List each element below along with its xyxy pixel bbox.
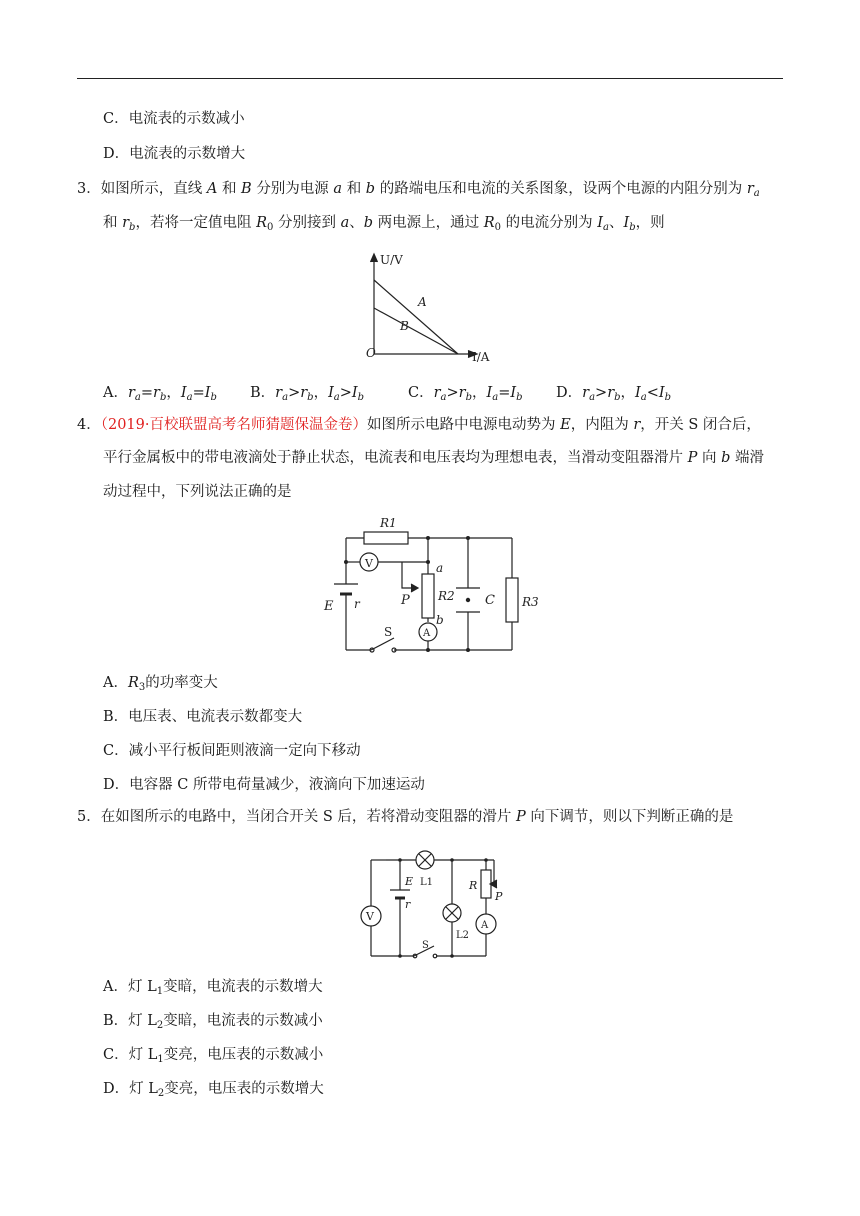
origin-label: O [366, 346, 376, 360]
svg-text:R: R [469, 879, 478, 892]
q4-option-c: C．减小平行板间距则液滴一定向下移动 [103, 743, 361, 759]
q5-option-b: B．灯 $L_2$变暗，电流表的示数减小 [103, 1013, 323, 1031]
q4-stem-line2: 平行金属板中的带电液滴处于静止状态，电流表和电压表均为理想电表，当滑动变阻器滑片 P 向 b 端滑 [103, 450, 764, 466]
svg-text:S: S [422, 940, 429, 951]
svg-text:P: P [495, 890, 503, 903]
q2-option-d: D．电流表的示数增大 [103, 146, 246, 162]
q3-option-b: B．$r_a>r_b$，$I_a>I_b$ [250, 385, 365, 403]
q4-option-a: A．$R_3$的功率变大 [103, 675, 218, 693]
svg-text:V: V [366, 910, 374, 923]
svg-text:C: C [485, 593, 495, 608]
svg-text:V: V [365, 557, 373, 570]
svg-text:R3: R3 [522, 595, 539, 609]
q4-stem-line1: 4．（2019·百校联盟高考名师猜题保温金卷）如图所示电路中电源电动势为 E，内阻为 r，开关 S 闭合后， [77, 417, 761, 433]
svg-text:R2: R2 [438, 589, 455, 603]
q3-ui-graph [358, 250, 508, 365]
q4-source: （2019·百校联盟高考名师猜题保温金卷） [100, 417, 367, 433]
i-axis-label: I/A [472, 350, 490, 364]
q2-option-c: C．电流表的示数减小 [103, 111, 245, 127]
line-a-label: A [418, 295, 427, 309]
q4-option-d: D．电容器 C 所带电荷量减少，液滴向下加速运动 [103, 777, 425, 793]
q5-option-c: C．灯 $L_1$变亮，电压表的示数减小 [103, 1047, 324, 1065]
q3-option-d: D．$r_a>r_b$，$I_a<I_b$ [556, 385, 672, 403]
q5-circuit-diagram [354, 842, 514, 966]
q5-option-d: D．灯 $L_2$变亮，电压表的示数增大 [103, 1081, 324, 1099]
header-rule [77, 78, 783, 79]
svg-text:R1: R1 [380, 516, 397, 530]
svg-text:A: A [481, 920, 489, 931]
q3-option-c: C．$r_a>r_b$，$I_a=I_b$ [408, 385, 523, 403]
svg-text:r: r [354, 597, 360, 611]
q3-stem-line1: 3．如图所示，直线 A 和 B 分别为电源 a 和 b 的路端电压和电流的关系图象，设两个电源的内阻分别为 $r_a$ [77, 181, 760, 199]
u-axis-label: U/V [380, 253, 403, 267]
svg-text:P: P [401, 593, 410, 608]
q4-circuit-diagram [316, 512, 548, 658]
svg-text:S: S [384, 625, 393, 639]
svg-text:b: b [436, 613, 444, 627]
q5-option-a: A．灯 $L_1$变暗，电流表的示数增大 [103, 979, 323, 997]
q4-option-b: B．电压表、电流表示数都变大 [103, 709, 303, 725]
q5-stem: 5．在如图所示的电路中，当闭合开关 S 后，若将滑动变阻器的滑片 P 向下调节，则以下判断正确的是 [77, 809, 734, 825]
svg-text:E: E [324, 599, 334, 614]
q3-stem-line2: 和 $r_b$，若将一定值电阻 $R_0$ 分别接到 a、b 两电源上，通过 $R_0$ 的电流分别为 $I_a$、$I_b$，则 [103, 215, 665, 233]
svg-text:L1: L1 [420, 877, 434, 888]
svg-text:L2: L2 [456, 930, 470, 941]
svg-text:A: A [423, 628, 431, 639]
svg-text:r: r [405, 898, 411, 911]
svg-text:E: E [405, 875, 414, 888]
q4-stem-line3: 动过程中，下列说法正确的是 [103, 484, 292, 500]
line-b-label: B [400, 319, 409, 333]
q3-option-a: A．$r_a=r_b$，$I_a=I_b$ [103, 385, 217, 403]
svg-text:a: a [436, 561, 444, 575]
